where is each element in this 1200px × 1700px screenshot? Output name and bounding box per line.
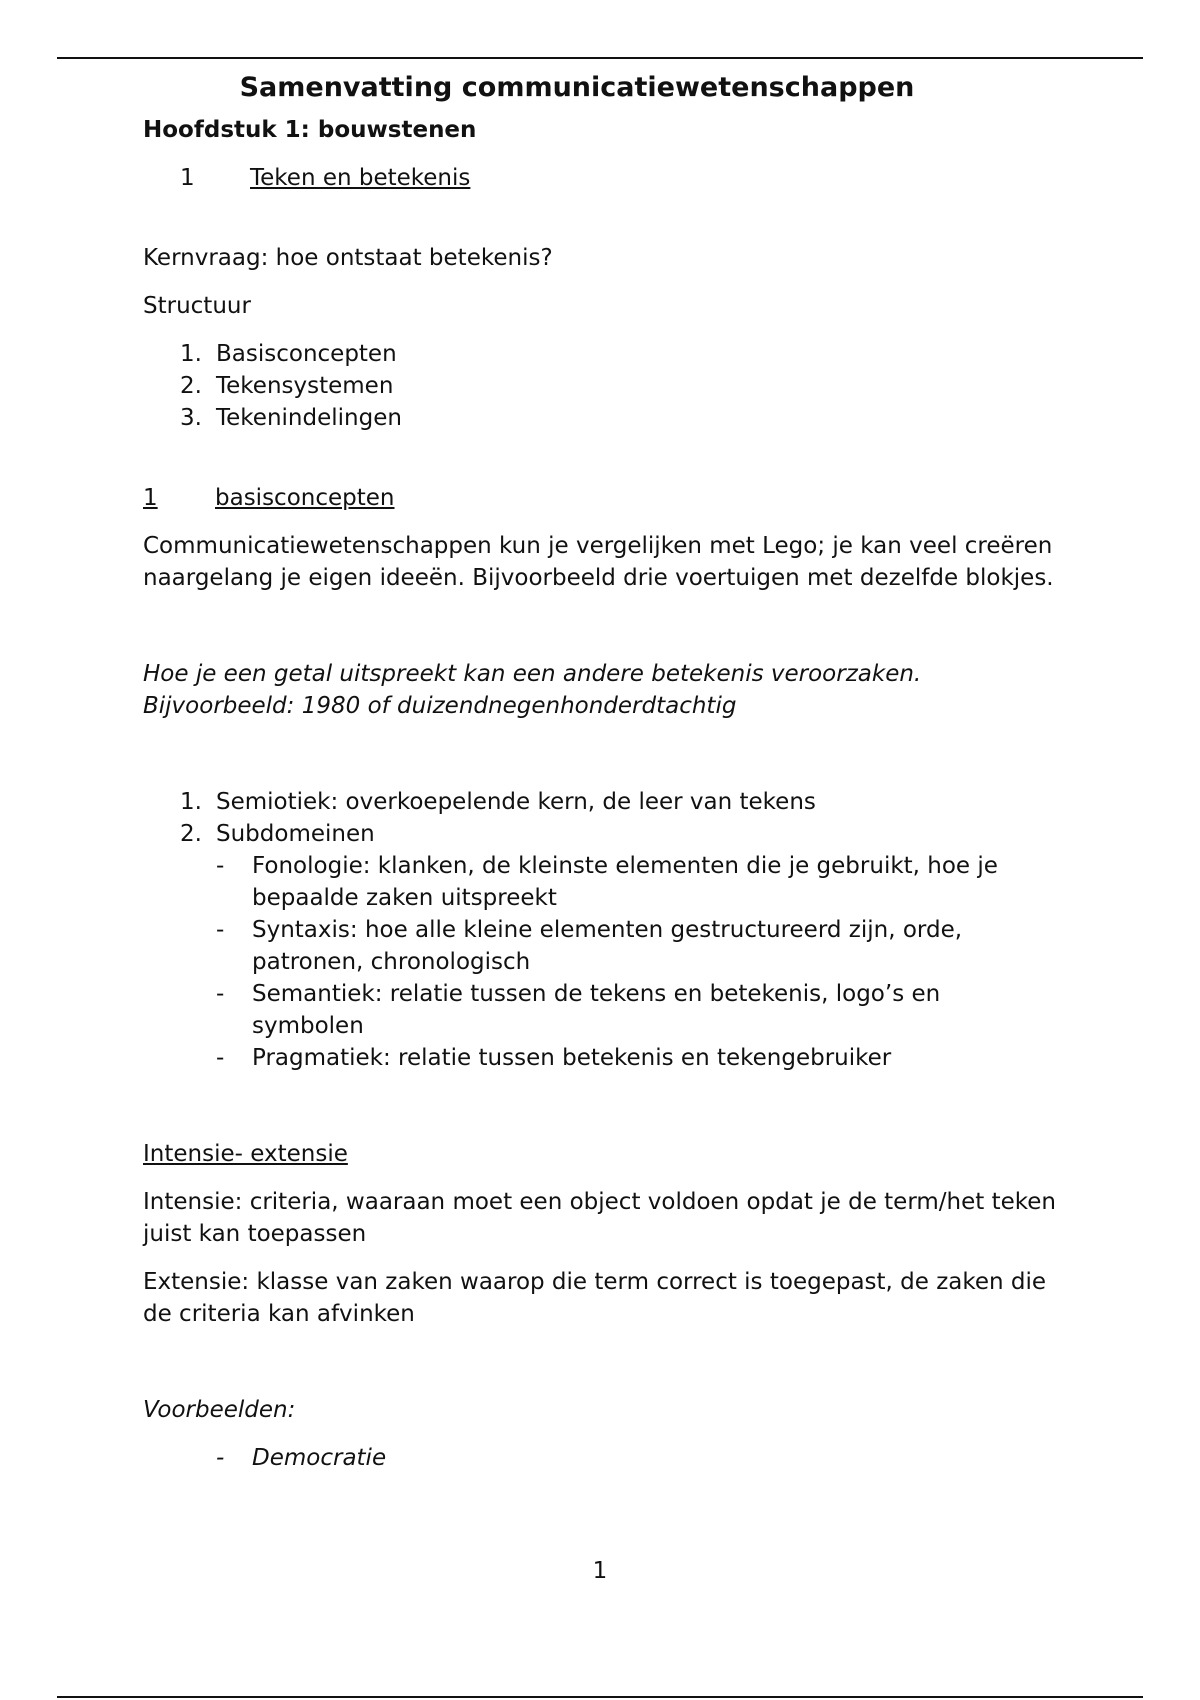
dash-bullet: - [216,853,225,879]
list-item [143,1042,1063,1074]
italic-line-1: Hoe je een getal uitspreekt kan een andere betekenis veroorzaken. [143,661,922,687]
list-number: 1. [180,789,202,815]
section-heading-teken-en-betekenis [143,162,1063,194]
dash-bullet: - [216,1445,225,1471]
page-number: 1 [592,1558,608,1584]
lego-paragraph: Communicatiewetenschappen kun je vergelijken met Lego; je kan veel creëren naargelang je eigen ideeën. Bijvoorbeeld drie voertuigen met dezelfde blokjes. [143,533,1054,591]
list-item [143,818,1063,850]
list-item [143,850,1063,914]
structure-label: Structuur [143,293,251,319]
footer-rule [57,1696,1143,1698]
italic-line-2: Bijvoorbeeld: 1980 of duizendnegenhonderdtachtig [143,693,737,719]
chapter-heading: Hoofdstuk 1: bouwstenen [143,117,477,143]
subsection-title: basisconcepten [215,485,395,511]
list-item-text: Syntaxis: hoe alle kleine elementen gestructureerd zijn, orde, patronen, chronologisch [252,917,963,975]
intension-heading: Intensie- extensie [143,1141,348,1167]
list-item-text: Semantiek: relatie tussen de tekens en betekenis, logo’s en symbolen [252,981,941,1039]
list-item [143,786,1063,818]
examples-list [143,1442,1063,1474]
concept-list [143,786,1063,850]
list-item-text: Pragmatiek: relatie tussen betekenis en tekengebruiker [252,1045,892,1071]
list-item [143,1442,1063,1474]
examples-label: Voorbeelden: [143,1397,296,1423]
core-question: Kernvraag: hoe ontstaat betekenis? [143,245,553,271]
list-item [143,402,1063,434]
intension-paragraph: Intensie: criteria, waaraan moet een object voldoen opdat je de term/het teken juist kan toepassen [143,1189,1056,1247]
document-page [143,64,1063,1474]
list-item-text: Fonologie: klanken, de kleinste elementen die je gebruikt, hoe je bepaalde zaken uitspreekt [252,853,998,911]
dash-bullet: - [216,1045,225,1071]
header-rule [57,57,1143,59]
list-item [143,914,1063,978]
list-item-text: Subdomeinen [216,821,375,847]
list-item [143,370,1063,402]
list-number: 3. [180,405,202,431]
subsection-number: 1 [143,485,158,511]
document-title: Samenvatting communicatiewetenschappen [239,72,915,103]
extension-paragraph: Extensie: klasse van zaken waarop die term correct is toegepast, de zaken die de criteria kan afvinken [143,1269,1047,1327]
subsection-heading-basisconcepten [143,482,1063,514]
subdomain-list [143,850,1063,1074]
section-title: Teken en betekenis [250,165,471,191]
list-number: 2. [180,373,202,399]
dash-bullet: - [216,981,225,1007]
list-number: 2. [180,821,202,847]
list-item-text: Semiotiek: overkoepelende kern, de leer van tekens [216,789,816,815]
list-item [143,978,1063,1042]
list-number: 1. [180,341,202,367]
list-item-text: Basisconcepten [216,341,397,367]
list-item-text: Tekenindelingen [216,405,402,431]
structure-list [143,338,1063,434]
list-item-text: Democratie [252,1445,387,1471]
list-item-text: Tekensystemen [216,373,394,399]
list-item [143,338,1063,370]
section-number: 1 [180,165,195,191]
dash-bullet: - [216,917,225,943]
